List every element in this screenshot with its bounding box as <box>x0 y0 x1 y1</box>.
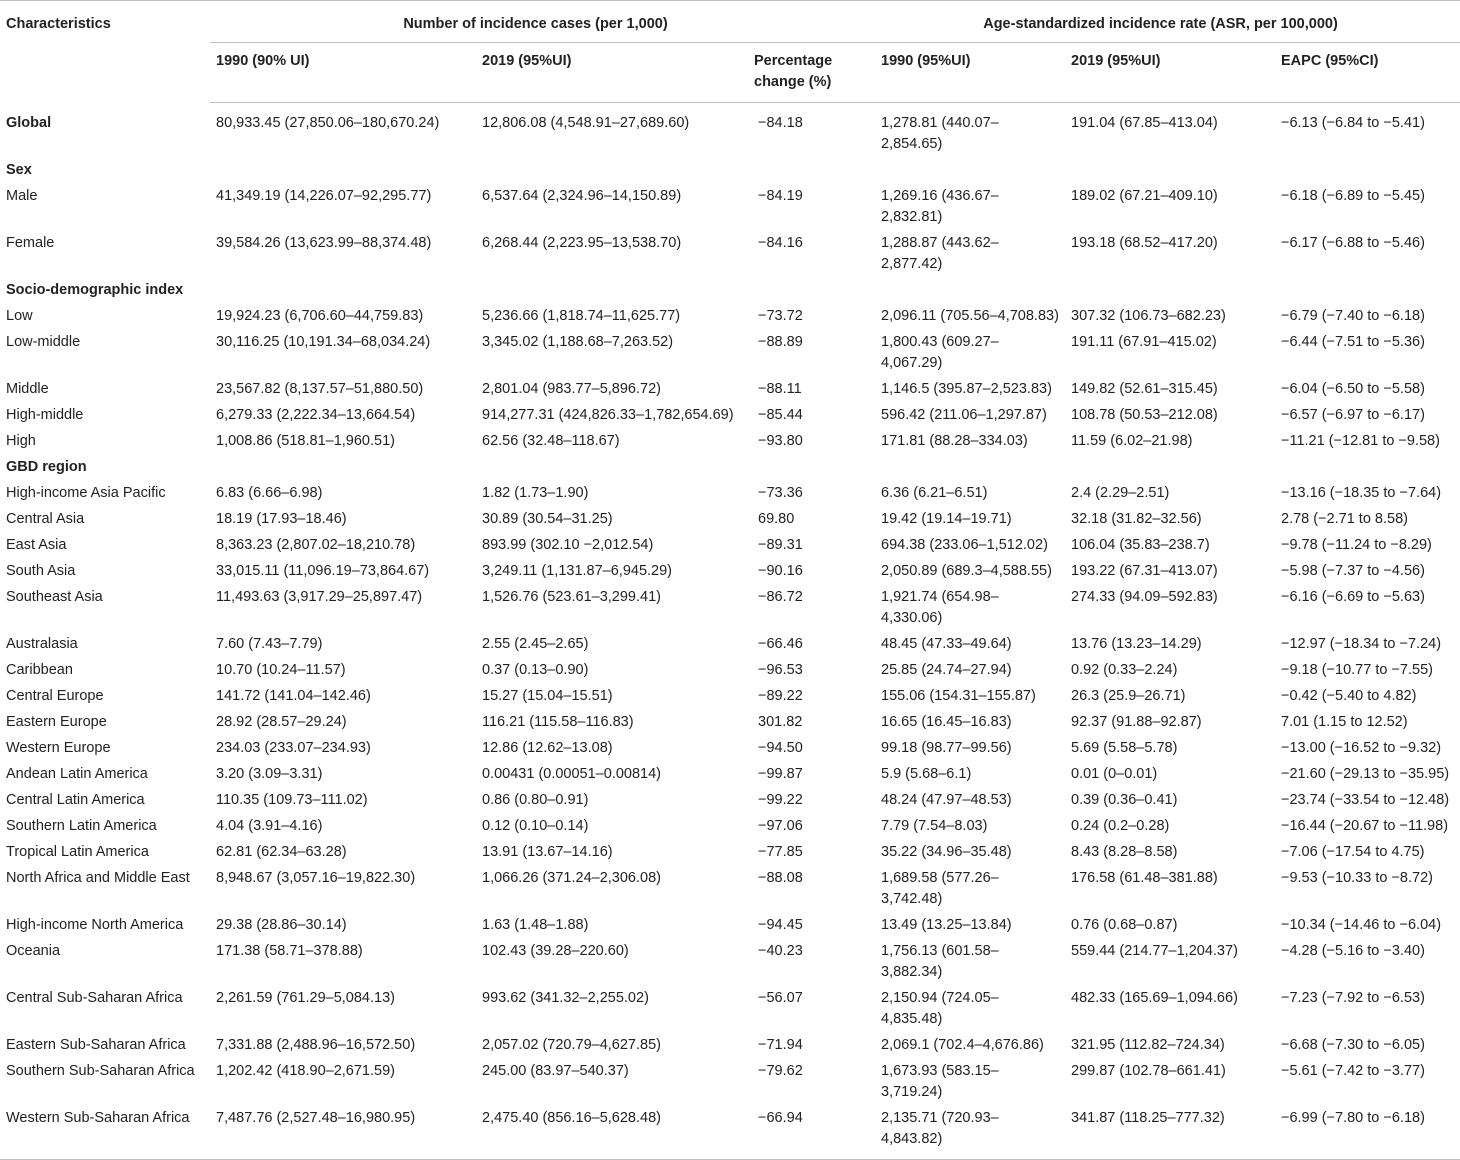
cell-1990-asr: 2,135.71 (720.93–4,843.82) <box>861 1106 1065 1160</box>
cell-percentage-change: −79.62 <box>758 1063 803 1079</box>
cell-1990-asr: 596.42 (211.06–1,297.87) <box>881 407 1047 423</box>
row-label: Central Asia <box>6 511 85 527</box>
cell-eapc: −7.23 (−7.92 to −6.53) <box>1281 990 1425 1006</box>
cell-2019-cases: 0.12 (0.10–0.14) <box>482 818 589 834</box>
cell-percentage-change: −77.85 <box>758 844 803 860</box>
cell-2019-cases: 0.00431 (0.00051–0.00814) <box>482 766 661 782</box>
row-label: Central Latin America <box>6 792 145 808</box>
section-label: Sex <box>6 162 32 178</box>
table-row <box>0 533 1460 559</box>
row-label: Caribbean <box>6 662 73 678</box>
row-label: Female <box>6 235 55 251</box>
cell-1990-asr: 99.18 (98.77–99.56) <box>881 740 1012 756</box>
cell-1990-asr: 1,921.74 (654.98–4,330.06) <box>881 589 999 626</box>
cell-2019-cases: 1.63 (1.48–1.88) <box>482 917 589 933</box>
row-label: Middle <box>6 381 49 397</box>
cell-2019-cases: 30.89 (30.54–31.25) <box>482 511 613 527</box>
cell-percentage-change: −84.16 <box>758 235 803 251</box>
cell-eapc: −6.16 (−6.69 to −5.63) <box>1281 589 1425 605</box>
cell-1990-cases: 7,331.88 (2,488.96–16,572.50) <box>216 1037 416 1053</box>
row-label: High-middle <box>6 407 84 423</box>
cell-1990-cases: 41,349.19 (14,226.07–92,295.77) <box>216 188 432 204</box>
cell-1990-cases: 10.70 (10.24–11.57) <box>216 662 346 678</box>
header-row-groups <box>0 1 1460 43</box>
table-row <box>0 1033 1460 1059</box>
cell-2019-asr: 0.39 (0.36–0.41) <box>1071 792 1178 808</box>
cell-2019-asr: 149.82 (52.61–315.45) <box>1071 381 1218 397</box>
row-label: East Asia <box>6 537 67 553</box>
cell-eapc: −11.21 (−12.81 to −9.58) <box>1281 433 1440 449</box>
cell-eapc: −16.44 (−20.67 to −11.98) <box>1281 818 1449 834</box>
cell-1990-cases: 8,363.23 (2,807.02–18,210.78) <box>216 537 416 553</box>
cell-1990-asr: 5.9 (5.68–6.1) <box>881 766 972 782</box>
header-2019-asr: 2019 (95%UI) <box>1065 43 1275 103</box>
cell-eapc: −6.04 (−6.50 to −5.58) <box>1281 381 1425 397</box>
cell-1990-cases: 234.03 (233.07–234.93) <box>216 740 371 756</box>
cell-1990-asr: 13.49 (13.25–13.84) <box>881 917 1012 933</box>
row-label: Eastern Sub-Saharan Africa <box>6 1037 186 1053</box>
cell-2019-cases: 1,526.76 (523.61–3,299.41) <box>482 589 661 605</box>
cell-percentage-change: −94.50 <box>758 740 803 756</box>
header-incidence-group: Number of incidence cases (per 1,000) <box>210 1 861 43</box>
cell-1990-cases: 2,261.59 (761.29–5,084.13) <box>216 990 395 1006</box>
row-label: Oceania <box>6 943 61 959</box>
cell-2019-asr: 274.33 (94.09–592.83) <box>1071 589 1218 605</box>
cell-eapc: −0.42 (−5.40 to 4.82) <box>1281 688 1417 704</box>
cell-1990-cases: 8,948.67 (3,057.16–19,822.30) <box>216 870 416 886</box>
cell-1990-asr: 1,756.13 (601.58–3,882.34) <box>881 943 999 980</box>
table-row <box>0 788 1460 814</box>
row-label: Western Sub-Saharan Africa <box>0 1106 210 1160</box>
cell-eapc: −12.97 (−18.34 to −7.24) <box>1281 636 1442 652</box>
cell-1990-cases: 1,202.42 (418.90–2,671.59) <box>216 1063 395 1079</box>
cell-percentage-change: −71.94 <box>758 1037 803 1053</box>
cell-eapc: −6.68 (−7.30 to −6.05) <box>1281 1037 1425 1053</box>
table-row <box>0 403 1460 429</box>
cell-percentage-change: −66.46 <box>758 636 803 652</box>
cell-1990-cases: 7,487.76 (2,527.48–16,980.95) <box>210 1106 476 1160</box>
cell-percentage-change: −97.06 <box>758 818 803 834</box>
cell-1990-asr: 171.81 (88.28–334.03) <box>881 433 1028 449</box>
cell-1990-asr: 2,096.11 (705.56–4,708.83) <box>881 308 1059 324</box>
row-label: Andean Latin America <box>6 766 148 782</box>
cell-1990-asr: 1,269.16 (436.67–2,832.81) <box>881 188 999 225</box>
cell-2019-asr: 559.44 (214.77–1,204.37) <box>1071 943 1238 959</box>
row-label: Tropical Latin America <box>6 844 149 860</box>
cell-percentage-change: −56.07 <box>758 990 803 1006</box>
cell-1990-cases: 3.20 (3.09–3.31) <box>216 766 323 782</box>
cell-1990-asr: 48.45 (47.33–49.64) <box>881 636 1012 652</box>
cell-1990-asr: 1,673.93 (583.15–3,719.24) <box>881 1063 999 1100</box>
cell-percentage-change: −66.94 <box>748 1106 861 1160</box>
cell-eapc: −6.44 (−7.51 to −5.36) <box>1281 334 1425 350</box>
cell-1990-cases: 23,567.82 (8,137.57–51,880.50) <box>216 381 424 397</box>
cell-percentage-change: −99.87 <box>758 766 803 782</box>
table-row <box>0 986 1460 1033</box>
cell-eapc: −6.99 (−7.80 to −6.18) <box>1275 1106 1460 1160</box>
table-row <box>0 866 1460 913</box>
cell-1990-asr: 2,050.89 (689.3–4,588.55) <box>881 563 1052 579</box>
cell-1990-asr: 19.42 (19.14–19.71) <box>881 511 1012 527</box>
cell-eapc: −23.74 (−33.54 to −12.48) <box>1281 792 1450 808</box>
cell-percentage-change: −73.36 <box>758 485 803 501</box>
cell-percentage-change: −84.18 <box>758 115 803 131</box>
table-row <box>0 913 1460 939</box>
section-header-row <box>0 158 1460 184</box>
table-row <box>0 377 1460 403</box>
cell-2019-asr: 0.01 (0–0.01) <box>1071 766 1158 782</box>
cell-percentage-change: −99.22 <box>758 792 803 808</box>
cell-2019-cases: 62.56 (32.48–118.67) <box>482 433 620 449</box>
cell-2019-asr: 13.76 (13.23–14.29) <box>1071 636 1202 652</box>
cell-eapc: −7.06 (−17.54 to 4.75) <box>1281 844 1425 860</box>
cell-1990-cases: 4.04 (3.91–4.16) <box>216 818 323 834</box>
cell-2019-cases: 116.21 (115.58–116.83) <box>482 714 634 730</box>
cell-eapc: −6.18 (−6.89 to −5.45) <box>1281 188 1425 204</box>
row-label: Southern Latin America <box>6 818 157 834</box>
cell-2019-asr: 11.59 (6.02–21.98) <box>1071 433 1193 449</box>
cell-percentage-change: 301.82 <box>758 714 803 730</box>
cell-1990-cases: 30,116.25 (10,191.34–68,034.24) <box>216 334 431 350</box>
cell-1990-asr: 48.24 (47.97–48.53) <box>881 792 1012 808</box>
cell-2019-cases: 993.62 (341.32–2,255.02) <box>482 990 649 1006</box>
table-row <box>0 632 1460 658</box>
row-label: Global <box>6 114 52 131</box>
table-row <box>0 507 1460 533</box>
cell-2019-asr: 321.95 (112.82–724.34) <box>1071 1037 1225 1053</box>
cell-eapc: −9.78 (−11.24 to −8.29) <box>1281 537 1432 553</box>
cell-percentage-change: −84.19 <box>758 188 803 204</box>
cell-eapc: −9.53 (−10.33 to −8.72) <box>1281 870 1433 886</box>
cell-2019-asr: 92.37 (91.88–92.87) <box>1071 714 1202 730</box>
section-header-row <box>0 455 1460 481</box>
cell-1990-cases: 39,584.26 (13,623.99–88,374.48) <box>216 235 432 251</box>
cell-1990-cases: 62.81 (62.34–63.28) <box>216 844 347 860</box>
cell-2019-cases: 0.37 (0.13–0.90) <box>482 662 589 678</box>
cell-2019-cases: 6,268.44 (2,223.95–13,538.70) <box>482 235 682 251</box>
cell-1990-cases: 110.35 (109.73–111.02) <box>216 792 368 808</box>
cell-2019-asr: 482.33 (165.69–1,094.66) <box>1071 990 1238 1006</box>
cell-percentage-change: −96.53 <box>758 662 803 678</box>
header-characteristics: Characteristics <box>0 1 210 103</box>
header-1990-cases: 1990 (90% UI) <box>210 43 476 103</box>
cell-2019-asr: 341.87 (118.25–777.32) <box>1065 1106 1275 1160</box>
row-label: Eastern Europe <box>6 714 107 730</box>
table-row <box>0 658 1460 684</box>
cell-eapc: −9.18 (−10.77 to −7.55) <box>1281 662 1433 678</box>
cell-eapc: −6.13 (−6.84 to −5.41) <box>1281 115 1425 131</box>
row-label: High <box>6 433 36 449</box>
table-row <box>0 684 1460 710</box>
cell-1990-cases: 29.38 (28.86–30.14) <box>216 917 347 933</box>
cell-1990-asr: 25.85 (24.74–27.94) <box>881 662 1012 678</box>
cell-2019-asr: 106.04 (35.83–238.7) <box>1071 537 1210 553</box>
cell-percentage-change: −94.45 <box>758 917 803 933</box>
cell-2019-asr: 189.02 (67.21–409.10) <box>1071 188 1218 204</box>
cell-2019-cases: 914,277.31 (424,826.33–1,782,654.69) <box>482 407 734 423</box>
cell-1990-cases: 80,933.45 (27,850.06–180,670.24) <box>216 115 440 131</box>
cell-2019-cases: 12.86 (12.62–13.08) <box>482 740 613 756</box>
cell-1990-cases: 19,924.23 (6,706.60–44,759.83) <box>216 308 424 324</box>
cell-1990-asr: 35.22 (34.96–35.48) <box>881 844 1012 860</box>
cell-eapc: −13.00 (−16.52 to −9.32) <box>1281 740 1442 756</box>
header-percentage-change: Percentage change (%) <box>748 43 861 103</box>
header-1990-asr: 1990 (95%UI) <box>861 43 1065 103</box>
cell-1990-cases: 33,015.11 (11,096.19–73,864.67) <box>216 563 430 579</box>
row-label: Western Europe <box>6 740 111 756</box>
cell-2019-asr: 193.22 (67.31–413.07) <box>1071 563 1218 579</box>
table-body <box>0 103 1460 1160</box>
cell-1990-cases: 1,008.86 (518.81–1,960.51) <box>216 433 395 449</box>
cell-2019-asr: 307.32 (106.73–682.23) <box>1071 308 1226 324</box>
cell-eapc: 7.01 (1.15 to 12.52) <box>1281 714 1408 730</box>
cell-percentage-change: −73.72 <box>758 308 803 324</box>
cell-1990-asr: 155.06 (154.31–155.87) <box>881 688 1036 704</box>
cell-percentage-change: −89.31 <box>758 537 803 553</box>
cell-2019-asr: 26.3 (25.9–26.71) <box>1071 688 1186 704</box>
cell-eapc: −21.60 (−29.13 to −35.95) <box>1281 766 1450 782</box>
cell-2019-asr: 32.18 (31.82–32.56) <box>1071 511 1202 527</box>
cell-1990-asr: 2,069.1 (702.4–4,676.86) <box>881 1037 1044 1053</box>
cell-1990-cases: 7.60 (7.43–7.79) <box>216 636 323 652</box>
header-eapc: EAPC (95%CI) <box>1275 43 1460 103</box>
cell-eapc: −6.57 (−6.97 to −6.17) <box>1281 407 1425 423</box>
cell-percentage-change: −40.23 <box>758 943 803 959</box>
table-row <box>0 814 1460 840</box>
cell-2019-cases: 1.82 (1.73–1.90) <box>482 485 589 501</box>
row-label: Southern Sub-Saharan Africa <box>6 1063 195 1079</box>
cell-1990-asr: 16.65 (16.45–16.83) <box>881 714 1012 730</box>
row-label: High-income North America <box>6 917 184 933</box>
cell-2019-asr: 191.04 (67.85–413.04) <box>1071 115 1218 131</box>
table-row <box>0 710 1460 736</box>
cell-1990-asr: 1,689.58 (577.26–3,742.48) <box>881 870 999 907</box>
row-label: Southeast Asia <box>6 589 103 605</box>
cell-1990-asr: 2,150.94 (724.05–4,835.48) <box>881 990 999 1027</box>
cell-1990-asr: 694.38 (233.06–1,512.02) <box>881 537 1048 553</box>
table-row <box>0 1106 1460 1160</box>
table-row <box>0 840 1460 866</box>
cell-2019-asr: 193.18 (68.52–417.20) <box>1071 235 1218 251</box>
cell-2019-asr: 0.76 (0.68–0.87) <box>1071 917 1178 933</box>
cell-2019-cases: 2,475.40 (856.16–5,628.48) <box>476 1106 748 1160</box>
cell-eapc: −6.79 (−7.40 to −6.18) <box>1281 308 1425 324</box>
cell-percentage-change: −90.16 <box>758 563 803 579</box>
cell-1990-cases: 6.83 (6.66–6.98) <box>216 485 323 501</box>
table-row <box>0 304 1460 330</box>
cell-1990-asr: 1,800.43 (609.27–4,067.29) <box>881 334 999 371</box>
cell-2019-cases: 5,236.66 (1,818.74–11,625.77) <box>482 308 681 324</box>
section-label: GBD region <box>6 459 87 475</box>
cell-2019-asr: 191.11 (67.91–415.02) <box>1071 334 1217 350</box>
cell-2019-cases: 0.86 (0.80–0.91) <box>482 792 589 808</box>
cell-2019-cases: 15.27 (15.04–15.51) <box>482 688 613 704</box>
cell-2019-asr: 176.58 (61.48–381.88) <box>1071 870 1218 886</box>
cell-2019-cases: 6,537.64 (2,324.96–14,150.89) <box>482 188 682 204</box>
cell-1990-cases: 11,493.63 (3,917.29–25,897.47) <box>216 589 423 605</box>
row-label: High-income Asia Pacific <box>6 485 166 501</box>
table-row <box>0 429 1460 455</box>
cell-2019-asr: 5.69 (5.58–5.78) <box>1071 740 1178 756</box>
table-row <box>0 585 1460 632</box>
cell-eapc: −13.16 (−18.35 to −7.64) <box>1281 485 1442 501</box>
cell-eapc: −5.61 (−7.42 to −3.77) <box>1281 1063 1425 1079</box>
cell-eapc: −4.28 (−5.16 to −3.40) <box>1281 943 1425 959</box>
cell-2019-cases: 2,057.02 (720.79–4,627.85) <box>482 1037 661 1053</box>
cell-eapc: −10.34 (−14.46 to −6.04) <box>1281 917 1442 933</box>
cell-percentage-change: −88.89 <box>758 334 803 350</box>
row-label: Central Sub-Saharan Africa <box>6 990 183 1006</box>
cell-1990-asr: 1,288.87 (443.62–2,877.42) <box>881 235 999 272</box>
section-label: Socio-demographic index <box>6 282 184 298</box>
cell-2019-asr: 8.43 (8.28–8.58) <box>1071 844 1178 860</box>
cell-2019-cases: 1,066.26 (371.24–2,306.08) <box>482 870 661 886</box>
row-label: Male <box>6 188 38 204</box>
cell-2019-cases: 12,806.08 (4,548.91–27,689.60) <box>482 115 690 131</box>
cell-eapc: −6.17 (−6.88 to −5.46) <box>1281 235 1425 251</box>
row-label: Low-middle <box>6 334 81 350</box>
cell-1990-asr: 6.36 (6.21–6.51) <box>881 485 988 501</box>
section-header-row <box>0 278 1460 304</box>
table-row <box>0 762 1460 788</box>
cell-1990-cases: 18.19 (17.93–18.46) <box>216 511 347 527</box>
cell-1990-cases: 28.92 (28.57–29.24) <box>216 714 347 730</box>
cell-percentage-change: −89.22 <box>758 688 803 704</box>
cell-1990-asr: 7.79 (7.54–8.03) <box>881 818 988 834</box>
cell-2019-cases: 2.55 (2.45–2.65) <box>482 636 589 652</box>
cell-1990-cases: 171.38 (58.71–378.88) <box>216 943 363 959</box>
cell-2019-cases: 3,345.02 (1,188.68–7,263.52) <box>482 334 674 350</box>
cell-1990-cases: 6,279.33 (2,222.34–13,664.54) <box>216 407 416 423</box>
cell-2019-asr: 2.4 (2.29–2.51) <box>1071 485 1170 501</box>
cell-2019-asr: 0.92 (0.33–2.24) <box>1071 662 1178 678</box>
cell-1990-asr: 1,146.5 (395.87–2,523.83) <box>881 381 1052 397</box>
cell-2019-cases: 2,801.04 (983.77–5,896.72) <box>482 381 661 397</box>
cell-2019-asr: 0.24 (0.2–0.28) <box>1071 818 1170 834</box>
cell-percentage-change: −93.80 <box>758 433 803 449</box>
cell-2019-cases: 3,249.11 (1,131.87–6,945.29) <box>482 563 673 579</box>
cell-percentage-change: −88.08 <box>758 870 803 886</box>
cell-percentage-change: −88.11 <box>758 381 802 397</box>
table-row <box>0 231 1460 278</box>
header-row-columns <box>0 43 1460 103</box>
cell-2019-asr: 299.87 (102.78–661.41) <box>1071 1063 1226 1079</box>
header-2019-cases: 2019 (95%UI) <box>476 43 748 103</box>
cell-2019-asr: 108.78 (50.53–212.08) <box>1071 407 1218 423</box>
cell-2019-cases: 102.43 (39.28–220.60) <box>482 943 629 959</box>
table-row <box>0 103 1460 159</box>
row-label: Low <box>6 308 33 324</box>
table-row <box>0 330 1460 377</box>
table-row <box>0 559 1460 585</box>
cell-percentage-change: −85.44 <box>758 407 803 423</box>
table-row <box>0 481 1460 507</box>
row-label: Australasia <box>6 636 78 652</box>
table-row <box>0 184 1460 231</box>
table-row <box>0 939 1460 986</box>
cell-1990-cases: 141.72 (141.04–142.46) <box>216 688 371 704</box>
cell-percentage-change: −86.72 <box>758 589 803 605</box>
cell-2019-cases: 13.91 (13.67–14.16) <box>482 844 613 860</box>
cell-eapc: −5.98 (−7.37 to −4.56) <box>1281 563 1425 579</box>
table-row <box>0 736 1460 762</box>
cell-1990-asr: 1,278.81 (440.07–2,854.65) <box>881 115 999 152</box>
cell-2019-cases: 245.00 (83.97–540.37) <box>482 1063 629 1079</box>
row-label: South Asia <box>6 563 76 579</box>
row-label: North Africa and Middle East <box>6 870 190 886</box>
cell-percentage-change: 69.80 <box>758 511 795 527</box>
row-label: Central Europe <box>6 688 104 704</box>
cell-eapc: 2.78 (−2.71 to 8.58) <box>1281 511 1408 527</box>
table-row <box>0 1059 1460 1106</box>
cell-2019-cases: 893.99 (302.10 −2,012.54) <box>482 537 654 553</box>
header-asr-group: Age-standardized incidence rate (ASR, per 100,000) <box>861 1 1460 43</box>
